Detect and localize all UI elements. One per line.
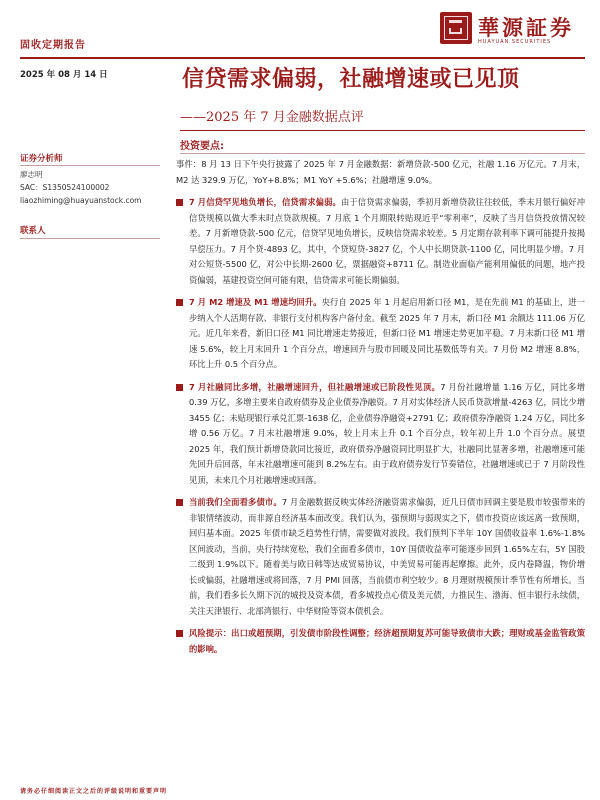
title-divider [180, 130, 585, 131]
footer-disclaimer: 请务必仔细阅读正文之后的评级说明和重要声明 [20, 788, 168, 795]
bullet-text: 7 月份社融增量 1.16 万亿，同比多增 0.39 万亿，多增主要来自政府债券及企业债券净融资。7 月对实体经济人民币贷款增量-4263 亿，同比少增 3455 亿；未贴现银行承兑汇票-1638 亿，企业债券净融资+2791 亿；政府债券净融资 1.24 万亿，同比多增 0.56 万亿。7 月末社融增速 9.0%，较上月末上升 0.1 个百分点，较年初上升 1.0 个百分点。展望 2025 年，我们预计新增贷款同比接近，政府债券净融资同比明显扩大，社融同比显著多增，社融增速可能先回升后回落，年末社融增速可能到 8.2%左右。由于政府债券发行节奏错位，社融增速或已于 7 月阶段性见顶，未来几个月社融增速或回落。 [189, 381, 585, 485]
bullet-item [176, 295, 585, 373]
report-body [176, 157, 585, 664]
bullet-item [176, 380, 585, 489]
report-date: 2025 年 08 月 14 日 [20, 70, 108, 80]
risk-warning-text: 风险提示：出口或超预期，引发债市阶段性调整；经济超预期复苏可能导致债市大跌；理财或基金监管政策的影响。 [189, 628, 585, 654]
square-bullet-icon [176, 199, 183, 206]
section-divider [180, 153, 585, 154]
bullet-lead: 7 月 M2 增速及 M1 增速均回升。 [189, 297, 322, 307]
analyst-sac: SAC：S1350524100002 [20, 183, 110, 192]
square-bullet-icon [176, 630, 183, 637]
bullet-lead: 7 月社融同比多增，社融增速回升，但社融增速或已阶段性见顶。 [189, 381, 441, 392]
event-paragraph: 事件：8 月 13 日下午央行披露了 2025 年 7 月金融数据：新增贷款-500 亿元，社融 1.16 万亿元。7 月末，M2 达 329.9 万亿，YoY+8.8%；M1 YoY +5.6%；社融增速 9.0%。 [176, 159, 585, 185]
seal-icon [440, 12, 472, 44]
bullet-item [176, 495, 585, 619]
analyst-heading: 证券分析师 [20, 154, 63, 164]
square-bullet-icon [176, 299, 183, 306]
analyst-email[interactable]: liaozhiming@huayuanstock.com [20, 196, 142, 205]
bullet-lead: 当前我们全面看多债市。 [189, 497, 282, 507]
analyst-divider [20, 165, 160, 166]
contact-divider [20, 238, 160, 239]
logo-text-en: HUAYUAN SECURITIES [478, 39, 552, 45]
report-title: 信贷需求偏弱，社融增速或已见顶 [182, 66, 520, 92]
square-bullet-icon [176, 499, 183, 506]
risk-warning-item [176, 626, 585, 657]
section-heading: 投资要点: [180, 141, 224, 152]
bullet-text: 央行自 2025 年 1 月起启用新口径 M1，是在先前 M1 的基础上，进一步纳入个人活期存款、非银行支付机构客户备付金。截至 2025 年 7 月末，新口径 M1 余额达 111.06 万亿元。近几年来看，新旧口径 M1 同比增速走势接近，但新口径 M1 增速走势更加平稳。7 月末新口径 M1 增速 5.6%，较上月末回升 1 个百分点，增速回升与股市回暖及同比基数低等有关。7 月份 M2 增速 8.8%，环比上升 0.5 个百分点。 [189, 297, 585, 369]
report-type-label: 固收定期报告 [20, 40, 86, 51]
analyst-name: 廖志明 [20, 170, 43, 179]
report-subtitle: ——2025 年 7 月金融数据点评 [180, 110, 364, 125]
bullet-lead: 7 月信贷罕见地负增长，信贷需求偏弱。 [189, 197, 341, 207]
contact-heading: 联系人 [20, 226, 46, 236]
analyst-info [20, 168, 141, 207]
square-bullet-icon [176, 384, 183, 391]
bullet-text: 7 月金融数据反映实体经济融资需求偏弱，近几日债市回调主要是股市较强带来的非银情绪波动，而非源自经济基本面改变。我们认为，强预期与弱现实之下，债市投资应该远离一致预期，回归基本面。2025 年债市缺乏趋势性行情，需要做对波段。我们预判下半年 10Y 国债收益率 1.6%-1.8%区间波动，当前，央行持续宽松，我们全面看多债市，10Y 国债收益率可能逐步回到 1.65%左右，5Y 国股二级到 1.9%以下。随着美与欧日韩等达成贸易协议，中美贸易可能再起摩擦。此外，反内卷降温，物价增长或偏弱，社融增速或将回落，7 月 PMI 回落，当前债市利空较少。8 月理财规模预计季节性有所增长。当前，我们看多长久期下沉的城投及资本债，看多城投点心债及美元债，力推民生、渤海、恒丰银行永续债，关注天津银行、北部湾银行、中华财险等资本债机会。 [189, 497, 585, 616]
logo-text-cn: 華源証券 [478, 15, 574, 40]
header-divider [20, 57, 585, 59]
company-logo [440, 10, 590, 50]
bullet-text: 由于信贷需求偏弱，季初月新增贷款往往较低，季末月银行偏好冲信贷规模以做大季末时点贷款规模。7 月底 1 个月期限转贴现近乎“零利率”，反映了当月信贷投放情况较差。7 月新增贷款-500 亿元，信贷罕见地负增长，反映信贷需求较差。5 月定期存款利率下调可能提升按揭早偿压力。7 月个贷-4893 亿，其中，个贷短贷-3827 亿，个人中长期贷款-1100 亿，同比明显少增。7 月对公短贷-5500 亿，对公中长期-2600 亿，票据融资+8711 亿。制造业面临产能利用偏低的问题，地产投资偏弱，基建投资空间可能有限，信贷需求可能长期偏弱。 [189, 197, 585, 285]
bullet-item [176, 195, 585, 288]
